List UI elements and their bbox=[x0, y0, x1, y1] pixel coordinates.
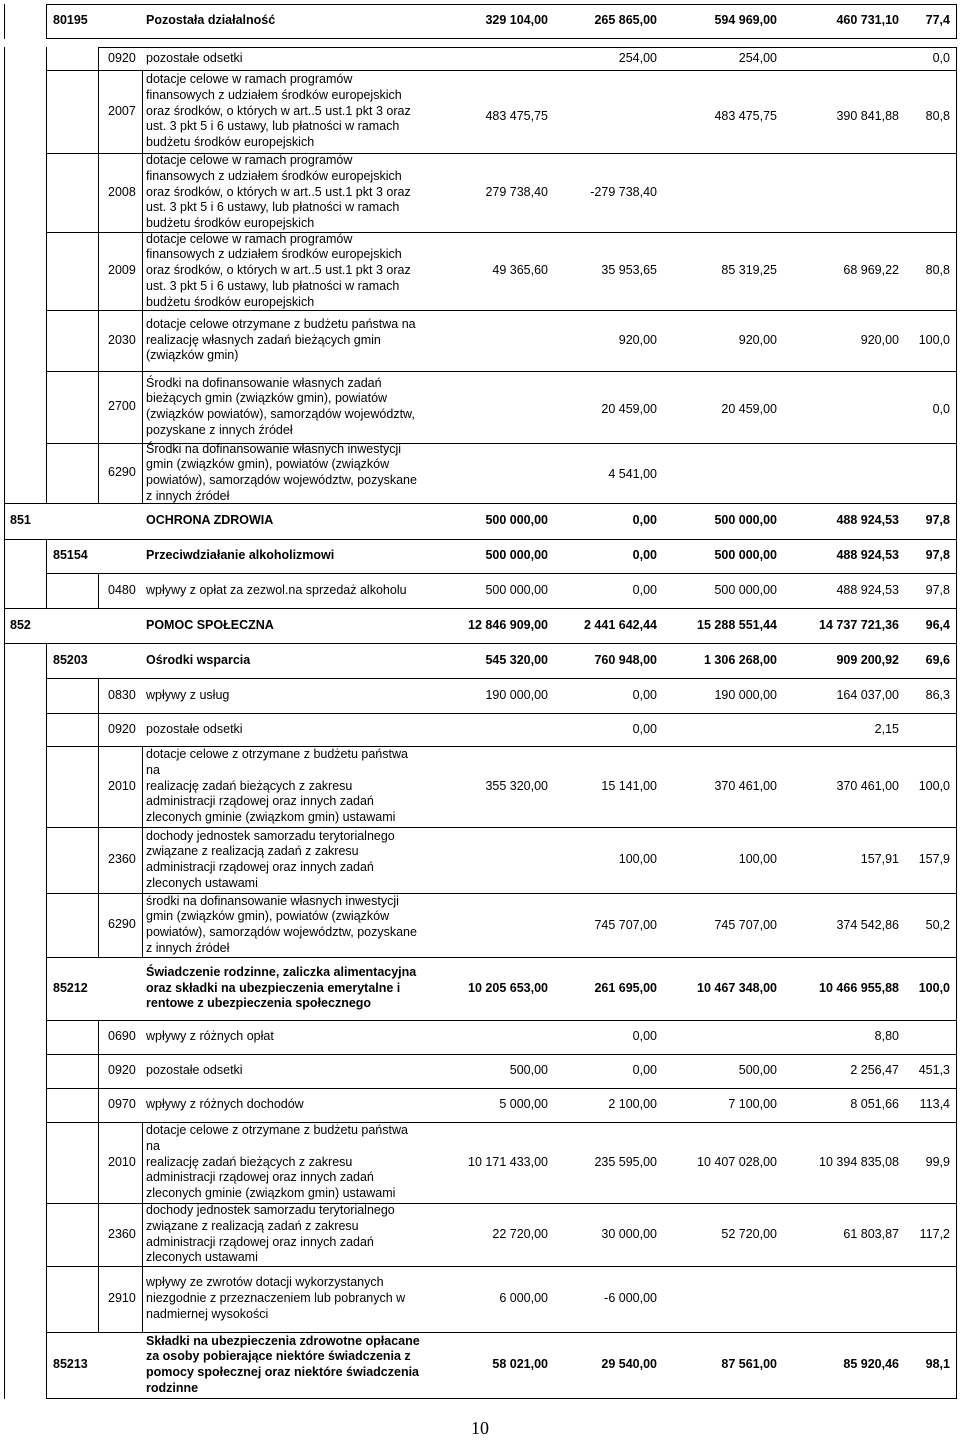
amount-w: 14 737 721,36 bbox=[819, 617, 899, 632]
amount-w: 2,15 bbox=[874, 721, 899, 736]
row-code: 85203 bbox=[53, 652, 88, 667]
amount-p: 190 000,00 bbox=[485, 687, 548, 702]
row-description: wpływy z usług bbox=[146, 687, 230, 702]
row-description: Środki na dofinansowanie własnych zadań bieżących gmin (związków gmin), powiatów (związków powiatów), samorządów województw, pozyskane z innych źródeł bbox=[146, 375, 415, 437]
row-border bbox=[46, 957, 956, 958]
row-border bbox=[98, 1266, 956, 1267]
amount-pct: 0,0 bbox=[932, 50, 950, 65]
amount-pz: 254,00 bbox=[738, 50, 777, 65]
column-border bbox=[956, 1266, 957, 1333]
row-code: 2008 bbox=[108, 184, 136, 199]
amount-pz: 500,00 bbox=[738, 1063, 777, 1077]
amount-p: 545 320,00 bbox=[485, 652, 548, 667]
amount-pct: 77,4 bbox=[925, 13, 950, 27]
amount-pz: 15 288 551,44 bbox=[697, 617, 777, 632]
column-border bbox=[956, 713, 957, 747]
amount-p: 329 104,00 bbox=[485, 13, 548, 27]
amount-z: 0,00 bbox=[632, 721, 657, 736]
amount-z: -279 738,40 bbox=[590, 185, 657, 199]
amount-z: 0,00 bbox=[632, 513, 657, 527]
column-border bbox=[4, 4, 5, 39]
amount-w: 370 461,00 bbox=[836, 779, 899, 793]
row-code: 85212 bbox=[53, 980, 88, 995]
row-description: pozostałe odsetki bbox=[146, 721, 243, 736]
amount-pct: 69,6 bbox=[925, 652, 950, 667]
row-description: dotacje celowe z otrzymane z budżetu państwa na realizację zadań bieżących z zakresu administracji rządowej oraz innych zadań zleconych gminie (związkom gmin) ustawami bbox=[146, 1123, 408, 1201]
amount-p: 500 000,00 bbox=[485, 513, 548, 527]
row-description: Świadczenie rodzinne, zaliczka alimentacyjna oraz składki na ubezpieczenia emerytalne i rentowe z ubezpieczenia społecznego bbox=[146, 964, 417, 1011]
row-border bbox=[98, 573, 956, 574]
column-border bbox=[956, 1332, 957, 1399]
column-border bbox=[98, 746, 99, 828]
amount-z: 0,00 bbox=[632, 582, 657, 597]
row-border bbox=[98, 1088, 956, 1089]
column-border bbox=[4, 1122, 5, 1204]
amount-pct: 80,8 bbox=[925, 109, 950, 123]
amount-p: 10 205 653,00 bbox=[468, 980, 548, 995]
amount-p: 500 000,00 bbox=[485, 548, 548, 562]
column-border bbox=[142, 746, 143, 828]
column-border bbox=[956, 539, 957, 574]
row-description: dotacje celowe w ramach programów finansowych z udziałem środków europejskich oraz środków, o których w art..5 ust.1 pkt 3 oraz ust. 3 pkt 5 i 6 ustawy, lub płatności w ramach budżetu środków europejskich bbox=[146, 231, 411, 309]
column-border bbox=[142, 1122, 143, 1204]
row-code: 85154 bbox=[53, 548, 88, 562]
column-border bbox=[98, 153, 99, 233]
amount-z: 261 695,00 bbox=[594, 980, 657, 995]
amount-p: 483 475,75 bbox=[485, 109, 548, 123]
amount-w: 8,80 bbox=[874, 1029, 899, 1043]
column-border bbox=[4, 827, 5, 894]
column-border bbox=[4, 893, 5, 958]
amount-pz: 10 467 348,00 bbox=[697, 980, 777, 995]
amount-z: -6 000,00 bbox=[604, 1291, 657, 1305]
amount-w: 68 969,22 bbox=[843, 263, 899, 277]
row-code: 0920 bbox=[108, 1063, 136, 1077]
column-border bbox=[98, 70, 99, 154]
column-border bbox=[46, 1122, 47, 1204]
column-border bbox=[4, 957, 5, 1021]
amount-z: 920,00 bbox=[618, 332, 657, 347]
row-code: 2010 bbox=[108, 778, 136, 793]
column-border bbox=[46, 232, 47, 311]
column-border bbox=[4, 1020, 5, 1055]
amount-pz: 500 000,00 bbox=[714, 582, 777, 597]
amount-pz: 190 000,00 bbox=[714, 687, 777, 702]
column-border bbox=[4, 713, 5, 747]
column-border bbox=[956, 310, 957, 372]
row-border bbox=[46, 1398, 956, 1399]
amount-z: 2 100,00 bbox=[608, 1097, 657, 1111]
column-border bbox=[98, 1266, 99, 1333]
amount-pct: 98,1 bbox=[925, 1357, 950, 1371]
amount-w: 374 542,86 bbox=[836, 918, 899, 932]
row-description: Ośrodki wsparcia bbox=[146, 652, 251, 667]
column-border bbox=[142, 893, 143, 958]
column-border bbox=[46, 47, 47, 71]
amount-w: 10 466 955,88 bbox=[819, 980, 899, 995]
amount-w: 157,91 bbox=[860, 852, 899, 866]
amount-z: 35 953,65 bbox=[601, 263, 657, 277]
amount-w: 164 037,00 bbox=[836, 687, 899, 702]
row-border bbox=[98, 678, 956, 679]
amount-pct: 80,8 bbox=[925, 263, 950, 277]
amount-z: 745 707,00 bbox=[594, 918, 657, 932]
row-description: dochody jednostek samorzadu terytorialnego związane z realizacją zadań z zakresu administracji rządowej oraz innych zadań zleconych ustawami bbox=[146, 1203, 395, 1265]
amount-pz: 20 459,00 bbox=[721, 402, 777, 416]
amount-pct: 97,8 bbox=[925, 582, 950, 597]
row-description: środki na dofinansowanie własnych inwestycji gmin (związków gmin), powiatów (związków powiatów), samorządów województw, pozyskane z innych źródeł bbox=[146, 893, 417, 955]
column-border bbox=[956, 47, 957, 71]
row-border bbox=[98, 713, 956, 714]
column-border bbox=[46, 1020, 47, 1055]
row-description: pozostałe odsetki bbox=[146, 50, 243, 65]
amount-pct: 113,4 bbox=[919, 1097, 950, 1111]
column-border bbox=[4, 573, 5, 609]
amount-pz: 370 461,00 bbox=[714, 779, 777, 793]
row-code: 851 bbox=[10, 513, 31, 527]
column-border bbox=[46, 70, 47, 154]
column-border bbox=[956, 232, 957, 311]
amount-pz: 87 561,00 bbox=[721, 1357, 777, 1371]
amount-p: 12 846 909,00 bbox=[468, 617, 548, 632]
column-border bbox=[4, 232, 5, 311]
column-border bbox=[4, 47, 5, 71]
amount-pct: 50,2 bbox=[925, 918, 950, 932]
amount-pct: 100,0 bbox=[918, 980, 950, 995]
column-border bbox=[98, 232, 99, 311]
column-border bbox=[956, 153, 957, 233]
column-border bbox=[142, 371, 143, 444]
column-border bbox=[4, 70, 5, 154]
column-border bbox=[46, 371, 47, 444]
row-description: wpływy z opłat za zezwol.na sprzedaż alkoholu bbox=[146, 582, 407, 597]
row-border bbox=[46, 539, 956, 540]
amount-pz: 500 000,00 bbox=[714, 513, 777, 527]
column-border bbox=[142, 232, 143, 311]
column-border bbox=[956, 827, 957, 894]
row-description: Środki na dofinansowanie własnych inwestycji gmin (związków gmin), powiatów (związków powiatów), samorządów województw, pozyskane z innych źródeł bbox=[146, 441, 417, 503]
row-code: 80195 bbox=[53, 13, 88, 27]
amount-w: 2 256,47 bbox=[850, 1063, 899, 1077]
column-border bbox=[4, 153, 5, 233]
column-border bbox=[4, 643, 5, 679]
row-description: wpływy ze zwrotów dotacji wykorzystanych niezgodnie z przeznaczeniem lub pobranych w nadmiernej wysokości bbox=[146, 1275, 406, 1321]
column-border bbox=[956, 573, 957, 609]
row-border bbox=[46, 643, 956, 644]
column-border bbox=[46, 643, 47, 679]
amount-pct: 86,3 bbox=[925, 687, 950, 702]
amount-pz: 745 707,00 bbox=[714, 918, 777, 932]
amount-pz: 483 475,75 bbox=[714, 109, 777, 123]
amount-pct: 100,0 bbox=[918, 332, 950, 347]
row-border bbox=[46, 4, 956, 5]
amount-pct: 97,8 bbox=[925, 513, 950, 527]
column-border bbox=[4, 1054, 5, 1089]
column-border bbox=[956, 4, 957, 39]
amount-z: 0,00 bbox=[632, 687, 657, 702]
amount-z: 0,00 bbox=[632, 548, 657, 562]
row-code: 0920 bbox=[108, 50, 136, 65]
amount-w: 488 924,53 bbox=[836, 582, 899, 597]
column-border bbox=[956, 1088, 957, 1123]
column-border bbox=[142, 827, 143, 894]
amount-p: 49 365,60 bbox=[492, 263, 548, 277]
column-border bbox=[98, 1054, 99, 1089]
column-border bbox=[98, 893, 99, 958]
column-border bbox=[98, 713, 99, 747]
row-border bbox=[98, 371, 956, 372]
amount-pz: 7 100,00 bbox=[728, 1097, 777, 1111]
row-code: 2700 bbox=[108, 399, 136, 413]
amount-pct: 97,8 bbox=[925, 548, 950, 562]
amount-w: 488 924,53 bbox=[836, 513, 899, 527]
column-border bbox=[98, 371, 99, 444]
row-description: wpływy z różnych dochodów bbox=[146, 1097, 304, 1111]
row-code: 0920 bbox=[108, 721, 136, 736]
amount-p: 355 320,00 bbox=[485, 779, 548, 793]
amount-p: 5 000,00 bbox=[499, 1097, 548, 1111]
amount-z: 29 540,00 bbox=[601, 1357, 657, 1371]
row-code: 85213 bbox=[53, 1357, 88, 1371]
page-number: 10 bbox=[471, 1418, 489, 1438]
column-border bbox=[142, 310, 143, 372]
column-border bbox=[4, 371, 5, 444]
amount-p: 279 738,40 bbox=[485, 185, 548, 199]
column-border bbox=[4, 678, 5, 714]
column-border bbox=[142, 153, 143, 233]
amount-pct: 157,9 bbox=[918, 852, 950, 866]
row-code: 852 bbox=[10, 617, 31, 632]
amount-pct: 100,0 bbox=[918, 779, 950, 793]
amount-z: 100,00 bbox=[618, 852, 657, 866]
column-border bbox=[142, 70, 143, 154]
row-description: dotacje celowe otrzymane z budżetu państwa na realizację własnych zadań bieżących gmin (związków gmin) bbox=[146, 316, 416, 363]
amount-p: 10 171 433,00 bbox=[468, 1154, 548, 1169]
column-border bbox=[98, 310, 99, 372]
column-border bbox=[46, 893, 47, 958]
column-border bbox=[98, 1020, 99, 1055]
column-border bbox=[956, 1122, 957, 1204]
row-description: dotacje celowe w ramach programów finansowych z udziałem środków europejskich oraz środków, o których w art..5 ust.1 pkt 3 oraz ust. 3 pkt 5 i 6 ustawy, lub płatności w ramach budżetu środków europejskich bbox=[146, 153, 411, 231]
column-border bbox=[956, 443, 957, 504]
row-description: POMOC SPOŁECZNA bbox=[146, 617, 274, 632]
column-border bbox=[956, 1203, 957, 1267]
column-border bbox=[956, 1054, 957, 1089]
column-border bbox=[46, 443, 47, 504]
column-border bbox=[956, 1020, 957, 1055]
row-code: 2030 bbox=[108, 332, 136, 347]
row-code: 2360 bbox=[108, 852, 136, 866]
amount-w: 909 200,92 bbox=[836, 652, 899, 667]
row-code: 2007 bbox=[108, 103, 136, 118]
amount-pct: 96,4 bbox=[925, 617, 950, 632]
row-border bbox=[98, 47, 956, 48]
row-border bbox=[4, 608, 956, 609]
column-border bbox=[956, 503, 957, 540]
row-code: 0480 bbox=[108, 582, 136, 597]
amount-z: 0,00 bbox=[632, 1063, 657, 1077]
row-code: 0690 bbox=[108, 1029, 136, 1043]
column-border bbox=[956, 643, 957, 679]
row-border bbox=[46, 38, 956, 39]
row-description: OCHRONA ZDROWIA bbox=[146, 513, 274, 527]
column-border bbox=[956, 608, 957, 644]
column-border bbox=[956, 893, 957, 958]
row-code: 6290 bbox=[108, 465, 136, 479]
amount-pz: 1 306 268,00 bbox=[704, 652, 777, 667]
column-border bbox=[98, 47, 99, 71]
column-border bbox=[46, 1332, 47, 1399]
column-border bbox=[98, 827, 99, 894]
row-code: 2010 bbox=[108, 1154, 136, 1169]
column-border bbox=[4, 1332, 5, 1399]
amount-z: 760 948,00 bbox=[594, 652, 657, 667]
column-border bbox=[46, 4, 47, 39]
row-border bbox=[4, 503, 956, 504]
row-description: pozostałe odsetki bbox=[146, 1063, 243, 1077]
column-border bbox=[142, 1266, 143, 1333]
amount-p: 500 000,00 bbox=[485, 582, 548, 597]
amount-z: 0,00 bbox=[632, 1029, 657, 1043]
amount-w: 488 924,53 bbox=[836, 548, 899, 562]
column-border bbox=[4, 1266, 5, 1333]
column-border bbox=[46, 1054, 47, 1089]
amount-pz: 594 969,00 bbox=[714, 13, 777, 27]
column-border bbox=[956, 678, 957, 714]
column-border bbox=[46, 678, 47, 714]
row-border bbox=[98, 1054, 956, 1055]
amount-z: 20 459,00 bbox=[601, 402, 657, 416]
row-code: 2009 bbox=[108, 263, 136, 277]
column-border bbox=[956, 371, 957, 444]
amount-z: 2 441 642,44 bbox=[584, 617, 657, 632]
amount-w: 61 803,87 bbox=[843, 1226, 899, 1241]
column-border bbox=[4, 608, 5, 644]
column-border bbox=[4, 310, 5, 372]
amount-w: 85 920,46 bbox=[843, 1357, 899, 1371]
column-border bbox=[98, 1088, 99, 1123]
column-border bbox=[4, 1088, 5, 1123]
amount-z: 265 865,00 bbox=[594, 13, 657, 27]
column-border bbox=[46, 957, 47, 1021]
amount-p: 22 720,00 bbox=[492, 1226, 548, 1241]
column-border bbox=[46, 573, 47, 609]
amount-w: 10 394 835,08 bbox=[819, 1154, 899, 1169]
amount-pz: 500 000,00 bbox=[714, 548, 777, 562]
amount-pz: 100,00 bbox=[738, 852, 777, 866]
column-border bbox=[956, 70, 957, 154]
amount-pz: 85 319,25 bbox=[721, 263, 777, 277]
column-border bbox=[4, 1203, 5, 1267]
column-border bbox=[46, 1203, 47, 1267]
amount-pz: 52 720,00 bbox=[721, 1226, 777, 1241]
column-border bbox=[46, 1266, 47, 1333]
row-border bbox=[98, 1020, 956, 1021]
amount-pct: 99,9 bbox=[925, 1154, 950, 1169]
column-border bbox=[142, 1203, 143, 1267]
row-description: Składki na ubezpieczenia zdrowotne opłacane za osoby pobierające niektóre świadczenia z pomocy społecznej oraz niektóre świadczenia rodzinne bbox=[146, 1333, 420, 1395]
column-border bbox=[46, 827, 47, 894]
row-description: wpływy z różnych opłat bbox=[146, 1029, 274, 1043]
row-description: dotacje celowe z otrzymane z budżetu państwa na realizację zadań bieżących z zakresu administracji rządowej oraz innych zadań zleconych gminie (związkom gmin) ustawami bbox=[146, 747, 408, 825]
amount-w: 390 841,88 bbox=[836, 109, 899, 123]
amount-pct: 0,0 bbox=[932, 402, 950, 416]
amount-z: 235 595,00 bbox=[594, 1154, 657, 1169]
column-border bbox=[46, 310, 47, 372]
row-code: 0830 bbox=[108, 687, 136, 702]
amount-z: 30 000,00 bbox=[601, 1226, 657, 1241]
column-border bbox=[4, 539, 5, 574]
row-description: Przeciwdziałanie alkoholizmowi bbox=[146, 548, 335, 562]
row-description: Pozostała działalność bbox=[146, 13, 276, 27]
amount-z: 15 141,00 bbox=[601, 779, 657, 793]
amount-w: 8 051,66 bbox=[850, 1097, 899, 1111]
column-border bbox=[46, 539, 47, 574]
column-border bbox=[46, 1088, 47, 1123]
column-border bbox=[98, 678, 99, 714]
amount-p: 500,00 bbox=[509, 1063, 548, 1077]
column-border bbox=[98, 1203, 99, 1267]
row-code: 0970 bbox=[108, 1097, 136, 1111]
amount-pz: 10 407 028,00 bbox=[697, 1154, 777, 1169]
column-border bbox=[956, 957, 957, 1021]
amount-w: 920,00 bbox=[860, 332, 899, 347]
row-border bbox=[98, 310, 956, 311]
row-code: 2910 bbox=[108, 1291, 136, 1305]
row-code: 6290 bbox=[108, 917, 136, 931]
column-border bbox=[98, 1122, 99, 1204]
row-description: dotacje celowe w ramach programów finansowych z udziałem środków europejskich oraz środków, o których w art..5 ust.1 pkt 3 oraz ust. 3 pkt 5 i 6 ustawy, lub płatności w ramach budżetu środków europejskich bbox=[146, 72, 411, 150]
column-border bbox=[4, 503, 5, 540]
column-border bbox=[98, 443, 99, 504]
amount-pct: 451,3 bbox=[918, 1063, 950, 1077]
column-border bbox=[46, 713, 47, 747]
row-description: dochody jednostek samorzadu terytorialnego związane z realizacją zadań z zakresu administracji rządowej oraz innych zadań zleconych ustawami bbox=[146, 828, 395, 890]
amount-z: 254,00 bbox=[618, 50, 657, 65]
row-code: 2360 bbox=[108, 1226, 136, 1241]
column-border bbox=[142, 443, 143, 504]
amount-z: 4 541,00 bbox=[608, 467, 657, 481]
column-border bbox=[4, 443, 5, 504]
amount-p: 6 000,00 bbox=[499, 1291, 548, 1305]
amount-p: 58 021,00 bbox=[492, 1357, 548, 1371]
amount-pct: 117,2 bbox=[919, 1226, 950, 1241]
column-border bbox=[98, 573, 99, 609]
amount-pz: 920,00 bbox=[738, 332, 777, 347]
column-border bbox=[46, 153, 47, 233]
row-border bbox=[98, 70, 956, 71]
amount-w: 460 731,10 bbox=[836, 13, 899, 27]
column-border bbox=[46, 746, 47, 828]
column-border bbox=[4, 746, 5, 828]
column-border bbox=[956, 746, 957, 828]
